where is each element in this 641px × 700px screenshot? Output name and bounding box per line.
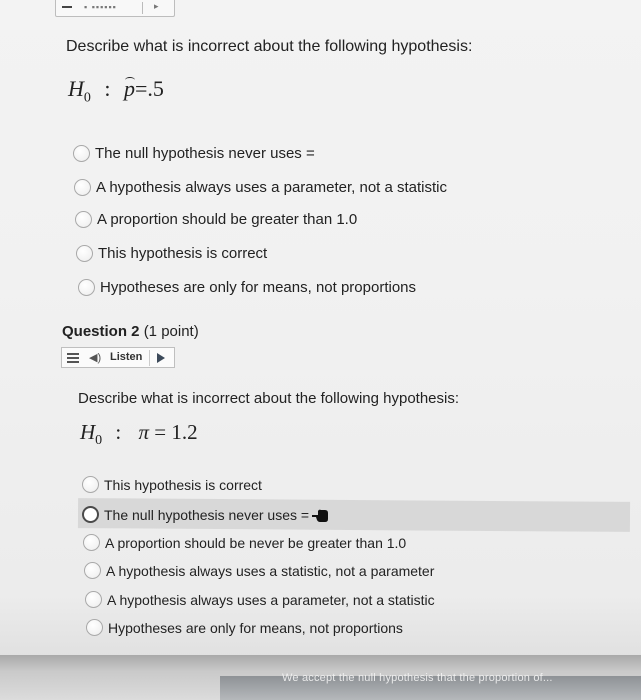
option-label: This hypothesis is correct [98, 245, 268, 262]
q2-option-0[interactable] [82, 476, 262, 493]
question2-header [62, 323, 199, 340]
radio-button[interactable] [75, 211, 92, 228]
option-label: The null hypothesis never uses = [95, 145, 315, 162]
q1-option-2[interactable] [75, 211, 357, 228]
toolbar-play-icon[interactable]: ▸ [154, 1, 159, 11]
q2-option-3[interactable] [84, 562, 434, 579]
q2-option-1[interactable] [82, 506, 330, 523]
top-toolbar[interactable] [55, 0, 175, 17]
pi-variable: π [138, 420, 150, 444]
option-label: A proportion should be never be greater than 1.0 [105, 534, 407, 551]
question2-hypothesis [80, 420, 198, 449]
question1-hypothesis [68, 76, 164, 106]
q1-option-1[interactable] [74, 179, 447, 196]
menu-icon[interactable] [67, 353, 79, 363]
radio-button[interactable] [83, 534, 100, 551]
speaker-icon[interactable]: ◀) [89, 352, 102, 364]
play-icon[interactable] [157, 353, 165, 363]
radio-button[interactable] [76, 245, 93, 262]
radio-button[interactable] [82, 506, 99, 523]
listen-button[interactable]: Listen [110, 351, 143, 363]
radio-button[interactable] [82, 476, 99, 493]
radio-button[interactable] [73, 145, 90, 162]
listen-toolbar [61, 347, 175, 368]
q1-option-4[interactable] [78, 279, 416, 296]
hypothesis-symbol: H [80, 420, 96, 444]
radio-button[interactable] [78, 279, 95, 296]
radio-button[interactable] [86, 619, 103, 636]
toolbar-text: ▪ ▪▪▪▪▪▪ [84, 2, 117, 12]
toolbar-divider [149, 350, 150, 366]
radio-button[interactable] [85, 591, 102, 608]
q1-option-3[interactable] [76, 245, 267, 262]
hypothesis-rhs: =.5 [135, 76, 164, 101]
q2-option-4[interactable] [85, 591, 435, 608]
radio-button[interactable] [74, 179, 91, 196]
option-label: A hypothesis always uses a statistic, not a parameter [106, 562, 435, 579]
p-hat-variable: p [124, 76, 136, 101]
radio-button[interactable] [84, 562, 101, 579]
hypothesis-subscript: 0 [95, 433, 103, 449]
q2-option-2[interactable] [83, 534, 406, 551]
toolbar-menu-icon[interactable] [62, 6, 72, 8]
partial-answer-text: We accept the null hypothesis that the proportion of... [282, 672, 553, 684]
option-label: This hypothesis is correct [104, 476, 262, 493]
question2-prompt: Describe what is incorrect about the following hypothesis: [78, 390, 460, 407]
option-label: A hypothesis always uses a parameter, not a statistic [96, 179, 448, 196]
option-label: A proportion should be greater than 1.0 [97, 211, 358, 228]
q1-option-0[interactable] [73, 145, 315, 162]
hand-pointer-icon [312, 509, 330, 523]
option-label: The null hypothesis never uses = [104, 506, 310, 523]
hypothesis-subscript: 0 [83, 90, 91, 106]
hypothesis-colon: : [115, 420, 122, 444]
hypothesis-colon: : [104, 76, 111, 101]
option-label: Hypotheses are only for means, not proportions [108, 619, 403, 636]
option-label: A hypothesis always uses a parameter, not a statistic [107, 591, 435, 608]
question2-points: (1 point) [143, 323, 199, 340]
question1-prompt: Describe what is incorrect about the following hypothesis: [66, 38, 473, 55]
hypothesis-symbol: H [68, 76, 84, 101]
q2-option-5[interactable] [86, 619, 403, 636]
hypothesis-rhs: = 1.2 [154, 420, 198, 444]
toolbar-divider [142, 2, 143, 14]
option-label: Hypotheses are only for means, not proportions [100, 279, 417, 296]
question2-title: Question 2 [62, 323, 140, 340]
